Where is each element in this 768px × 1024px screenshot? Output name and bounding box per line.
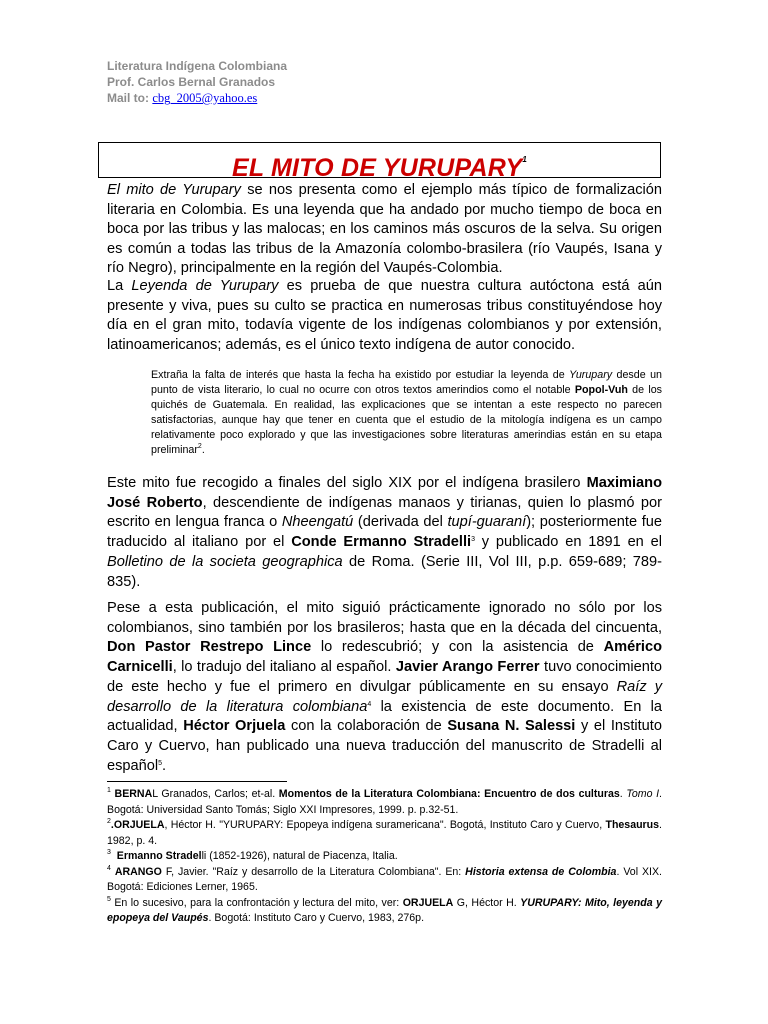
- page-header: [107, 58, 287, 106]
- text: Pese a esta publicación, el mito siguió prácticamente ignorado no sólo por los colombianos, sino también por los brasileros; hasta que en la década del cincuenta,: [107, 600, 662, 636]
- text: F, Javier. "Raíz y desarrollo de la Literatura Colombiana". En:: [161, 865, 466, 878]
- text-bold: Américo Carnicelli: [107, 639, 663, 676]
- email-link[interactable]: cbg_2005@yahoo.es: [152, 91, 258, 105]
- text-italic: Yurupary: [569, 369, 613, 381]
- text-bold: Popol-Vuh: [574, 384, 628, 397]
- text: La: [107, 278, 132, 294]
- text-bold: BERNA: [114, 788, 153, 800]
- text: li (1852-1926), natural de Piacenza, Italia.: [201, 850, 398, 862]
- block-quote: [151, 368, 662, 459]
- text-bold-italic: YURUPARY: Mito, leyenda y epopeya del Vaupés: [107, 896, 662, 924]
- text: y publicado en 1891 en el: [474, 534, 662, 551]
- footnote-ref[interactable]: 4: [367, 700, 372, 708]
- text-bold-italic: Historia extensa de Colombia: [465, 865, 617, 878]
- footnote-4: [107, 865, 662, 896]
- text-bold: Thesaurus: [605, 819, 660, 831]
- footnote-5: [107, 896, 662, 927]
- text-italic: Tomo I: [626, 788, 660, 800]
- text: . Bogotá: Universidad Santo Tomás; Siglo XXI Impresores, 1999. p. p.32-51.: [107, 788, 662, 816]
- footnote-ref[interactable]: 2: [197, 443, 202, 451]
- header-course: Literatura Indígena Colombiana: [107, 59, 288, 73]
- text-bold: Conde Ermanno Stradelli: [291, 534, 472, 551]
- text-italic: El mito de Yurupary: [107, 182, 241, 198]
- text: .: [162, 757, 167, 774]
- paragraph-intro: [107, 181, 662, 279]
- footnote-number: 1: [107, 787, 111, 794]
- text: se nos presenta como el ejemplo más típico de formalización literaria en Colombia. Es una leyenda que ha andado por mucho tiempo de boca en boca por las tribus y las malocas; en los caminos más oscuros de la selva. Su origen es común a todas las tribus de la Amazonía colombo-brasilera (río Vaupés, Isana y río Negro), principalmente en la región del Vaupés-Colombia.: [107, 182, 663, 277]
- text: .: [619, 788, 627, 800]
- footnote-ref[interactable]: 3: [471, 536, 475, 544]
- text: , descendiente de indígenas manaos y tirianas, quien lo plasmó por escrito en lengua franca o: [107, 494, 662, 531]
- text-bold: Héctor Orjuela: [183, 718, 286, 735]
- footnote-3: [107, 849, 662, 865]
- text: de los quichés de Guatemala. En realidad, las explicaciones que se intentan a este respecto no parecen satisfactorias, aunque hay que tener en cuenta que el estudio de la mitología indígena es un campo relativamente poco explorado y que las investigaciones sobre literaturas amerindias están en su etapa preliminar: [151, 384, 662, 457]
- paragraph-publicacion: [107, 599, 662, 776]
- footnote-1: [107, 787, 662, 818]
- text-bold: Susana N. Salessi: [447, 718, 576, 735]
- header-mail: [107, 90, 287, 106]
- text: la existencia de este documento. En la actualidad,: [107, 698, 662, 735]
- text: Extraña la falta de interés que hasta la fecha ha existido por estudiar la leyenda de: [151, 369, 570, 381]
- text: .: [201, 444, 205, 457]
- text-bold: Ermanno Stradel: [116, 850, 202, 862]
- text-bold: Don Pastor Restrepo Lince: [107, 639, 312, 656]
- footnote-number: 5: [107, 895, 111, 903]
- text: L Granados, Carlos; et-al.: [152, 788, 279, 800]
- text: , Héctor H. "YURUPARY: Epopeya indígena suramericana". Bogotá, Instituto Caro y Cuervo,: [164, 819, 606, 831]
- text-italic: Nheengatú: [281, 514, 354, 531]
- paragraph-leyenda: [107, 277, 662, 355]
- footnote-number: 2: [107, 818, 111, 825]
- text: de Roma. (Serie III, Vol III, p.p. 659-689; 789-835).: [107, 553, 662, 590]
- text: . 1982, p. 4.: [107, 819, 662, 847]
- text-bold: Javier Arango Ferrer: [395, 659, 540, 676]
- footnote-2: [107, 818, 662, 849]
- text-bold: ORJUELA: [402, 896, 454, 909]
- title-text: EL MITO DE YURUPARY: [231, 154, 523, 182]
- text: y el Instituto Caro y Cuervo, han publicado una nueva traducción del manuscrito de Stradelli al español: [107, 718, 662, 774]
- text-italic: tupí-guaraní: [447, 514, 527, 531]
- text: . Vol XIX. Bogotá: Ediciones Lerner, 1965.: [107, 865, 662, 893]
- footnote-number: 4: [107, 864, 111, 872]
- text: tuvo conocimiento de este hecho y fue el primero en divulgar públicamente en su ensayo: [107, 659, 662, 695]
- text: . Bogotá: Instituto Caro y Cuervo, 1983, 276p.: [208, 912, 425, 924]
- footnotes: [107, 787, 662, 927]
- text: G, Héctor H.: [453, 896, 521, 909]
- paragraph-recogido: [107, 474, 662, 592]
- text-bold: Momentos de la Literatura Colombiana: Encuentro de dos culturas: [278, 788, 620, 800]
- text: (derivada del: [353, 514, 448, 531]
- footnote-divider: [107, 781, 287, 782]
- text: desde un punto de vista literario, lo cual no ocurre con otros textos amerindios como el notable: [151, 369, 662, 397]
- text-bold: Maximiano José Roberto: [107, 475, 662, 511]
- mail-label: Mail to:: [107, 91, 149, 105]
- text-italic: Bolletino de la societa geographica: [107, 553, 343, 570]
- document-title: [232, 154, 527, 182]
- text-italic: Raíz y desarrollo de la literatura colombiana: [107, 678, 662, 715]
- footnote-number: 3: [107, 849, 111, 856]
- text-italic: Leyenda de Yurupary: [131, 278, 279, 294]
- text: es prueba de que nuestra cultura autóctona está aún presente y viva, pues su culto se practica en numerosas tribus constituyéndose hoy día en el gran mito, todavía vigente de los indígenas colombianos y por extensión, latinoamericanos; además, es el único texto indígena de autor conocido.: [107, 278, 662, 353]
- text: En lo sucesivo, para la confrontación y lectura del mito, ver:: [110, 896, 403, 909]
- text: con la colaboración de: [285, 718, 448, 735]
- text: ); posteriormente fue traducido al italiano por el: [107, 514, 662, 551]
- text: lo redescubrió; y con la asistencia de: [311, 639, 604, 656]
- header-professor: Prof. Carlos Bernal Granados: [107, 75, 276, 89]
- text-bold: ARANGO: [114, 865, 162, 878]
- footnote-ref[interactable]: 1: [522, 155, 528, 164]
- text: Este mito fue recogido a finales del siglo XIX por el indígena brasilero: [107, 475, 587, 491]
- title-box: [98, 142, 661, 182]
- footnote-ref[interactable]: 5: [158, 759, 163, 767]
- text: , lo tradujo del italiano al español.: [172, 659, 396, 676]
- text-bold: .ORJUELA: [110, 819, 165, 831]
